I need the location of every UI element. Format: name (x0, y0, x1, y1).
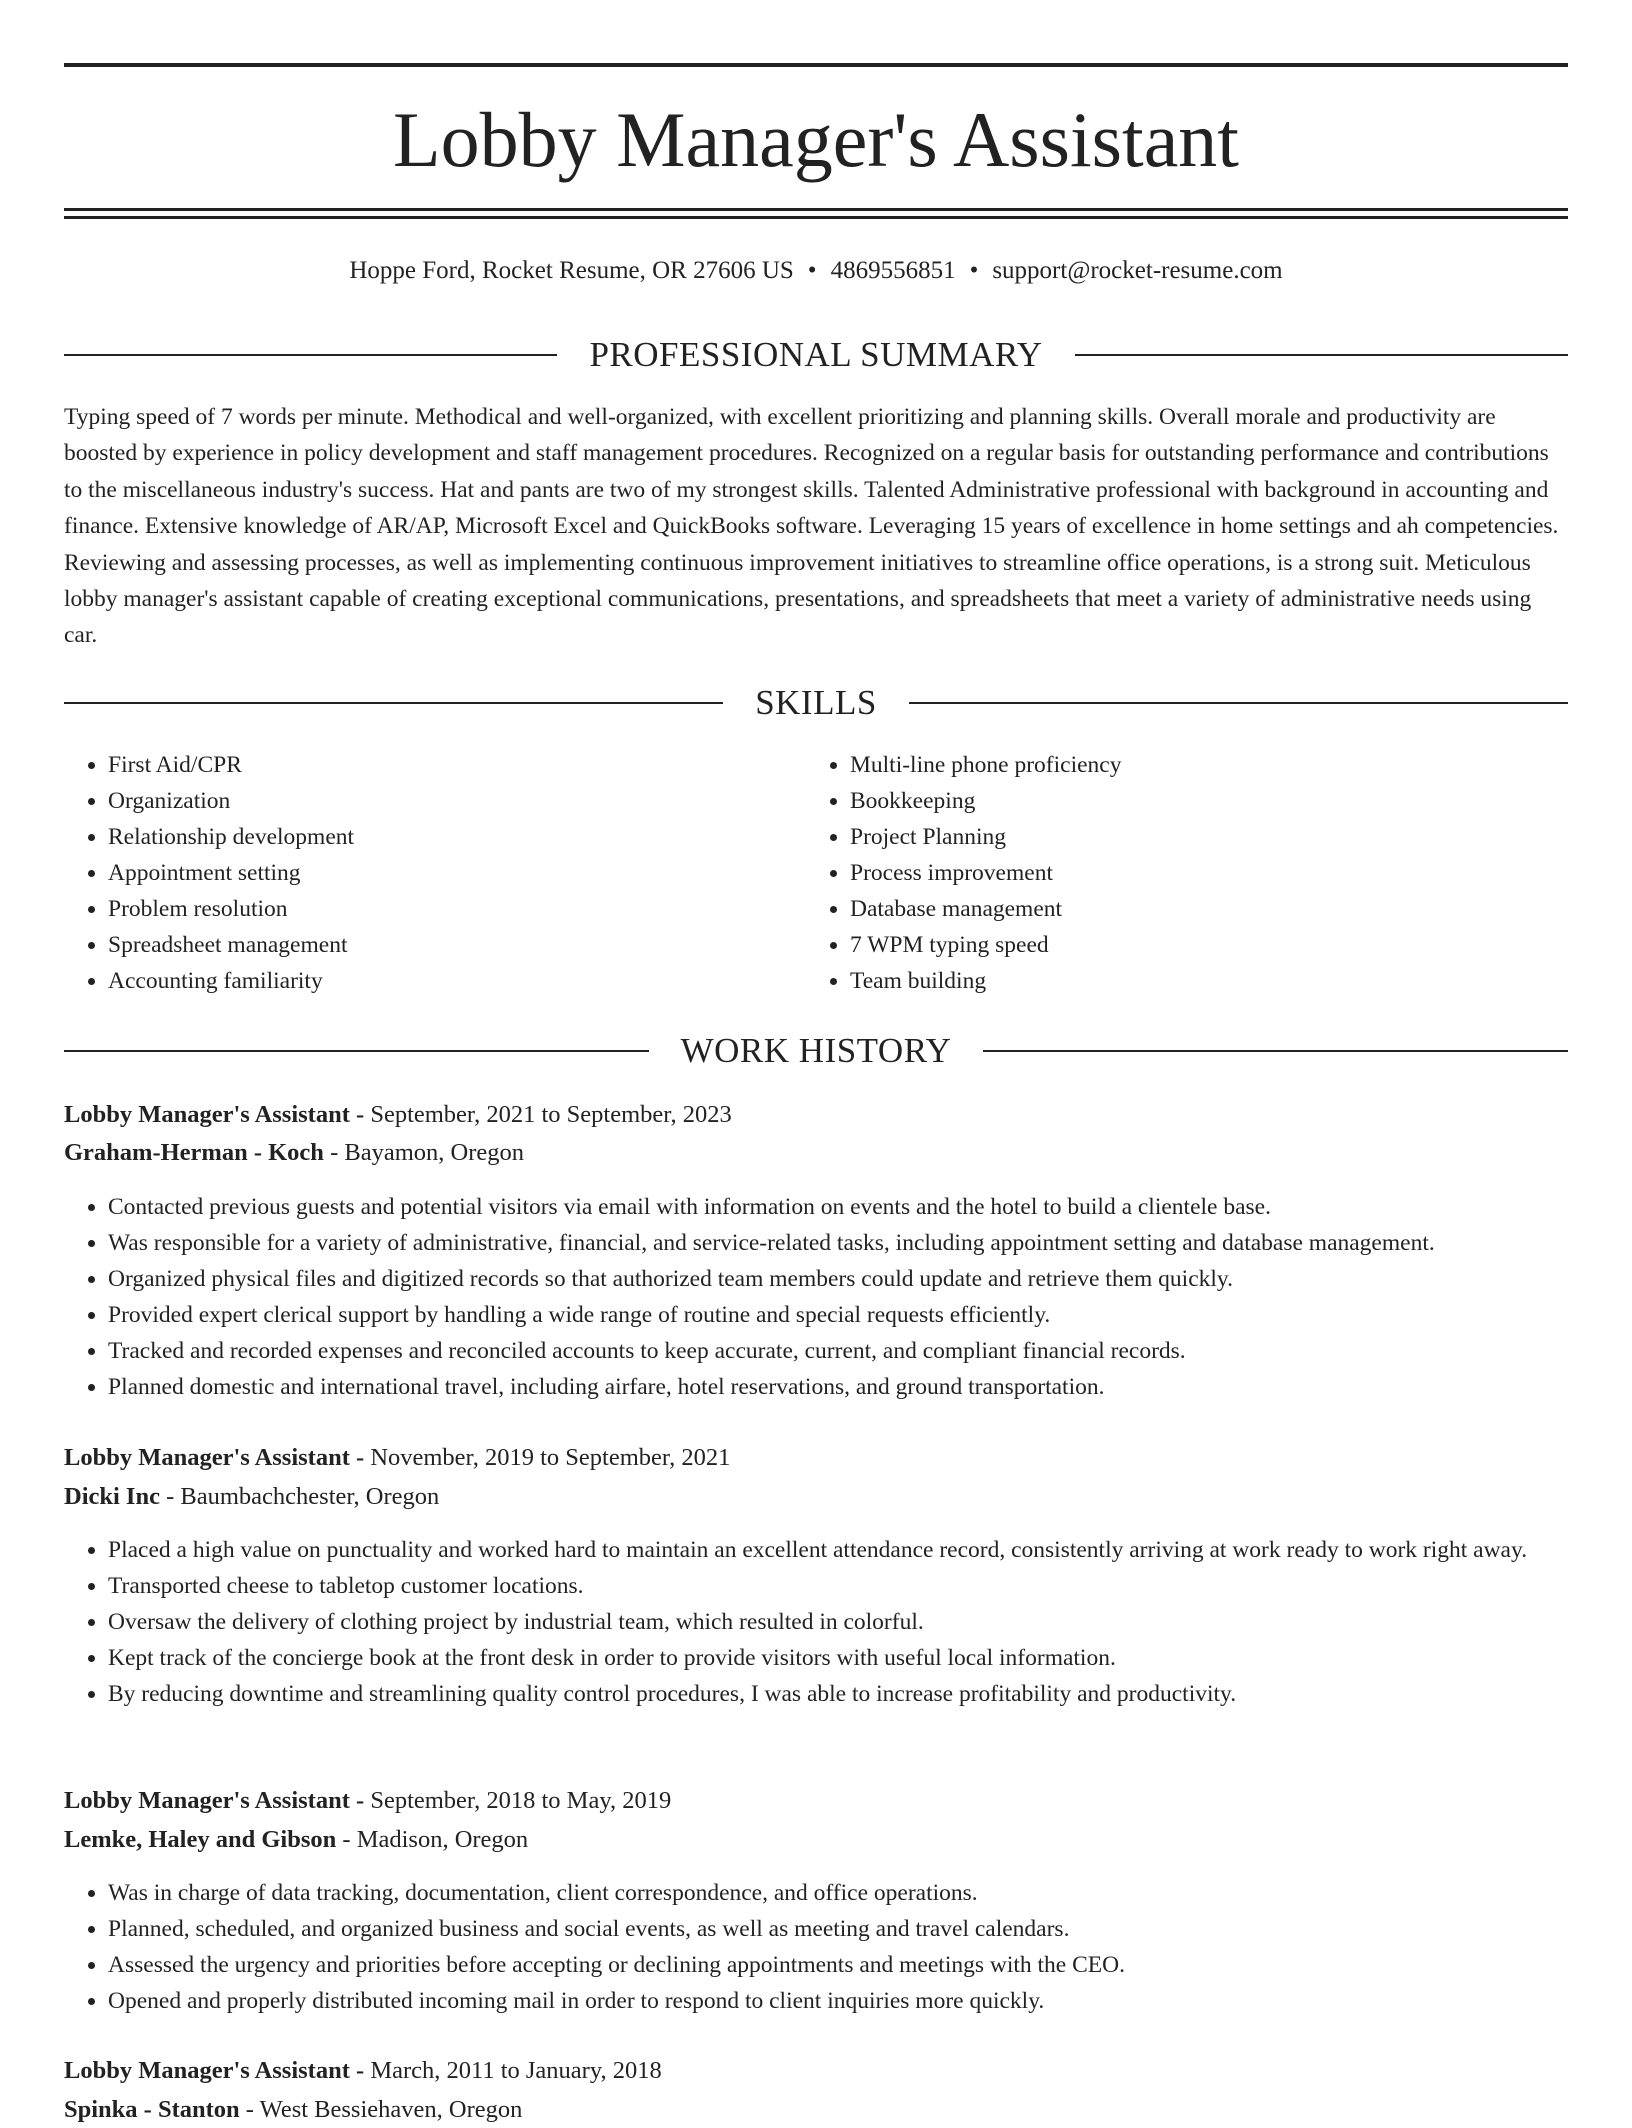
job-bullet: • Transported cheese to tabletop customer locations. (108, 1568, 1568, 1604)
job-company: Dicki Inc (64, 1483, 160, 1510)
skills-list-left (64, 747, 764, 999)
job-location: Madison, Oregon (356, 1826, 529, 1853)
job-company-line (64, 2092, 1568, 2128)
job-bullet: • Provided expert clerical support by handling a wide range of routine and special requests efficiently. (108, 1297, 1568, 1333)
job-company-line (64, 1135, 1568, 1171)
skills-list-right (806, 747, 1506, 999)
job-bullet: • Planned domestic and international travel, including airfare, hotel reservations, and ground transportation. (108, 1369, 1568, 1405)
section-title: SKILLS (755, 683, 877, 722)
top-rule (64, 63, 1568, 67)
contact-address: Hoppe Ford, Rocket Resume, OR 27606 US (349, 257, 794, 284)
job-company: Lemke, Haley and Gibson (64, 1826, 337, 1853)
job-title-line (64, 1440, 1568, 1476)
double-rule (64, 208, 1568, 219)
summary-text: Typing speed of 7 words per minute. Methodical and well-organized, with excellent prioritizing and planning skills. Overall morale and productivity are boosted by experience in policy development and staff management procedures. Recognized on a regular basis for outstanding performance and contributions to the miscellaneous industry's success. Hat and pants are two of my strongest skills. Talented Administrative professional with background in accounting and finance. Extensive knowledge of AR/AP, Microsoft Excel and QuickBooks software. Leveraging 15 years of excellence in home settings and ah competencies. Reviewing and assessing processes, as well as implementing continuous improvement initiatives to streamline office operations, is a strong suit. Meticulous lobby manager's assistant capable of creating exceptional communications, presentations, and spreadsheets that meet a variety of administrative needs using car. (64, 404, 1559, 649)
summary-heading (64, 333, 1568, 377)
job-bullet: • Kept track of the concierge book at the front desk in order to provide visitors with useful local information. (108, 1640, 1568, 1676)
contact-separator: • (969, 257, 979, 284)
job-bullet: • Was in charge of data tracking, documentation, client correspondence, and office operations. (108, 1875, 1568, 1911)
dash: - (356, 2057, 365, 2084)
job-bullet: • Oversaw the delivery of clothing project by industrial team, which resulted in colorful. (108, 1604, 1568, 1640)
job-dates: November, 2019 to September, 2021 (370, 1444, 731, 1471)
skill-item: • 7 WPM typing speed (850, 927, 1506, 963)
job-dates: September, 2021 to September, 2023 (370, 1101, 732, 1128)
contact-phone: 4869556851 (830, 257, 956, 284)
job-company-line (64, 1822, 1568, 1858)
dash: - (330, 1139, 339, 1166)
skills-right-column (806, 747, 1506, 999)
job-bullets (64, 1532, 1568, 1712)
skill-item: • Appointment setting (108, 855, 764, 891)
skill-item: • Accounting familiarity (108, 963, 764, 999)
skills-left-column (64, 747, 764, 999)
heading-rule (1075, 354, 1568, 356)
job-title: Lobby Manager's Assistant (64, 1787, 350, 1814)
job-bullet: • Tracked and recorded expenses and reconciled accounts to keep accurate, current, and compliant financial records. (108, 1333, 1568, 1369)
work-history-heading (64, 1029, 1568, 1073)
job-bullet: • Assessed the urgency and priorities before accepting or declining appointments and meetings with the CEO. (108, 1947, 1568, 1983)
skill-item: • Relationship development (108, 819, 764, 855)
resume-name: Lobby Manager's Assistant (393, 96, 1239, 183)
heading-rule (64, 702, 723, 704)
job-location: Baumbachchester, Oregon (180, 1483, 440, 1510)
job-company-line (64, 1479, 1568, 1515)
job-bullet: • Contacted previous guests and potential visitors via email with information on events and the hotel to build a clientele base. (108, 1189, 1568, 1225)
job-location: West Bessiehaven, Oregon (259, 2096, 523, 2123)
skill-item: • Problem resolution (108, 891, 764, 927)
job-dates: March, 2011 to January, 2018 (370, 2057, 662, 2084)
heading-rule (983, 1050, 1568, 1052)
job-bullet: • Placed a high value on punctuality and worked hard to maintain an excellent attendance record, consistently arriving at work ready to work right away. (108, 1532, 1568, 1568)
job-bullet: • Planned, scheduled, and organized business and social events, as well as meeting and travel calendars. (108, 1911, 1568, 1947)
job-bullets (64, 1875, 1568, 2019)
skill-item: • Organization (108, 783, 764, 819)
job-title: Lobby Manager's Assistant (64, 1444, 350, 1471)
skill-item: • Process improvement (850, 855, 1506, 891)
job-bullet: • Organized physical files and digitized records so that authorized team members could update and retrieve them quickly. (108, 1261, 1568, 1297)
skills-heading (64, 681, 1568, 725)
contact-email[interactable]: support@rocket-resume.com (992, 257, 1283, 284)
dash: - (356, 1444, 365, 1471)
contact-line (64, 254, 1568, 288)
job-bullets (64, 1189, 1568, 1405)
dash: - (245, 2096, 254, 2123)
job-title-line (64, 2053, 1568, 2089)
skill-item: • Bookkeeping (850, 783, 1506, 819)
skill-item: • First Aid/CPR (108, 747, 764, 783)
job-title: Lobby Manager's Assistant (64, 2057, 350, 2084)
job-company: Graham-Herman - Koch (64, 1139, 324, 1166)
job-title-line (64, 1783, 1568, 1819)
skill-item: • Spreadsheet management (108, 927, 764, 963)
dash: - (356, 1787, 365, 1814)
heading-rule (909, 702, 1568, 704)
contact-separator: • (807, 257, 817, 284)
skill-item: • Multi-line phone proficiency (850, 747, 1506, 783)
job-bullet: • By reducing downtime and streamlining quality control procedures, I was able to increase profitability and productivity. (108, 1676, 1568, 1712)
job-title-line (64, 1097, 1568, 1133)
job-title: Lobby Manager's Assistant (64, 1101, 350, 1128)
section-title: PROFESSIONAL SUMMARY (589, 335, 1043, 374)
job-bullet: • Opened and properly distributed incoming mail in order to respond to client inquiries more quickly. (108, 1983, 1568, 2019)
heading-rule (64, 1050, 649, 1052)
dash: - (166, 1483, 175, 1510)
dash: - (342, 1826, 351, 1853)
job-bullet: • Was responsible for a variety of administrative, financial, and service-related tasks, including appointment setting and database management. (108, 1225, 1568, 1261)
job-dates: September, 2018 to May, 2019 (370, 1787, 672, 1814)
heading-rule (64, 354, 557, 356)
job-company: Spinka - Stanton (64, 2096, 240, 2123)
section-title: WORK HISTORY (680, 1031, 952, 1070)
dash: - (356, 1101, 365, 1128)
skill-item: • Database management (850, 891, 1506, 927)
skill-item: • Project Planning (850, 819, 1506, 855)
job-location: Bayamon, Oregon (344, 1139, 524, 1166)
skill-item: • Team building (850, 963, 1506, 999)
